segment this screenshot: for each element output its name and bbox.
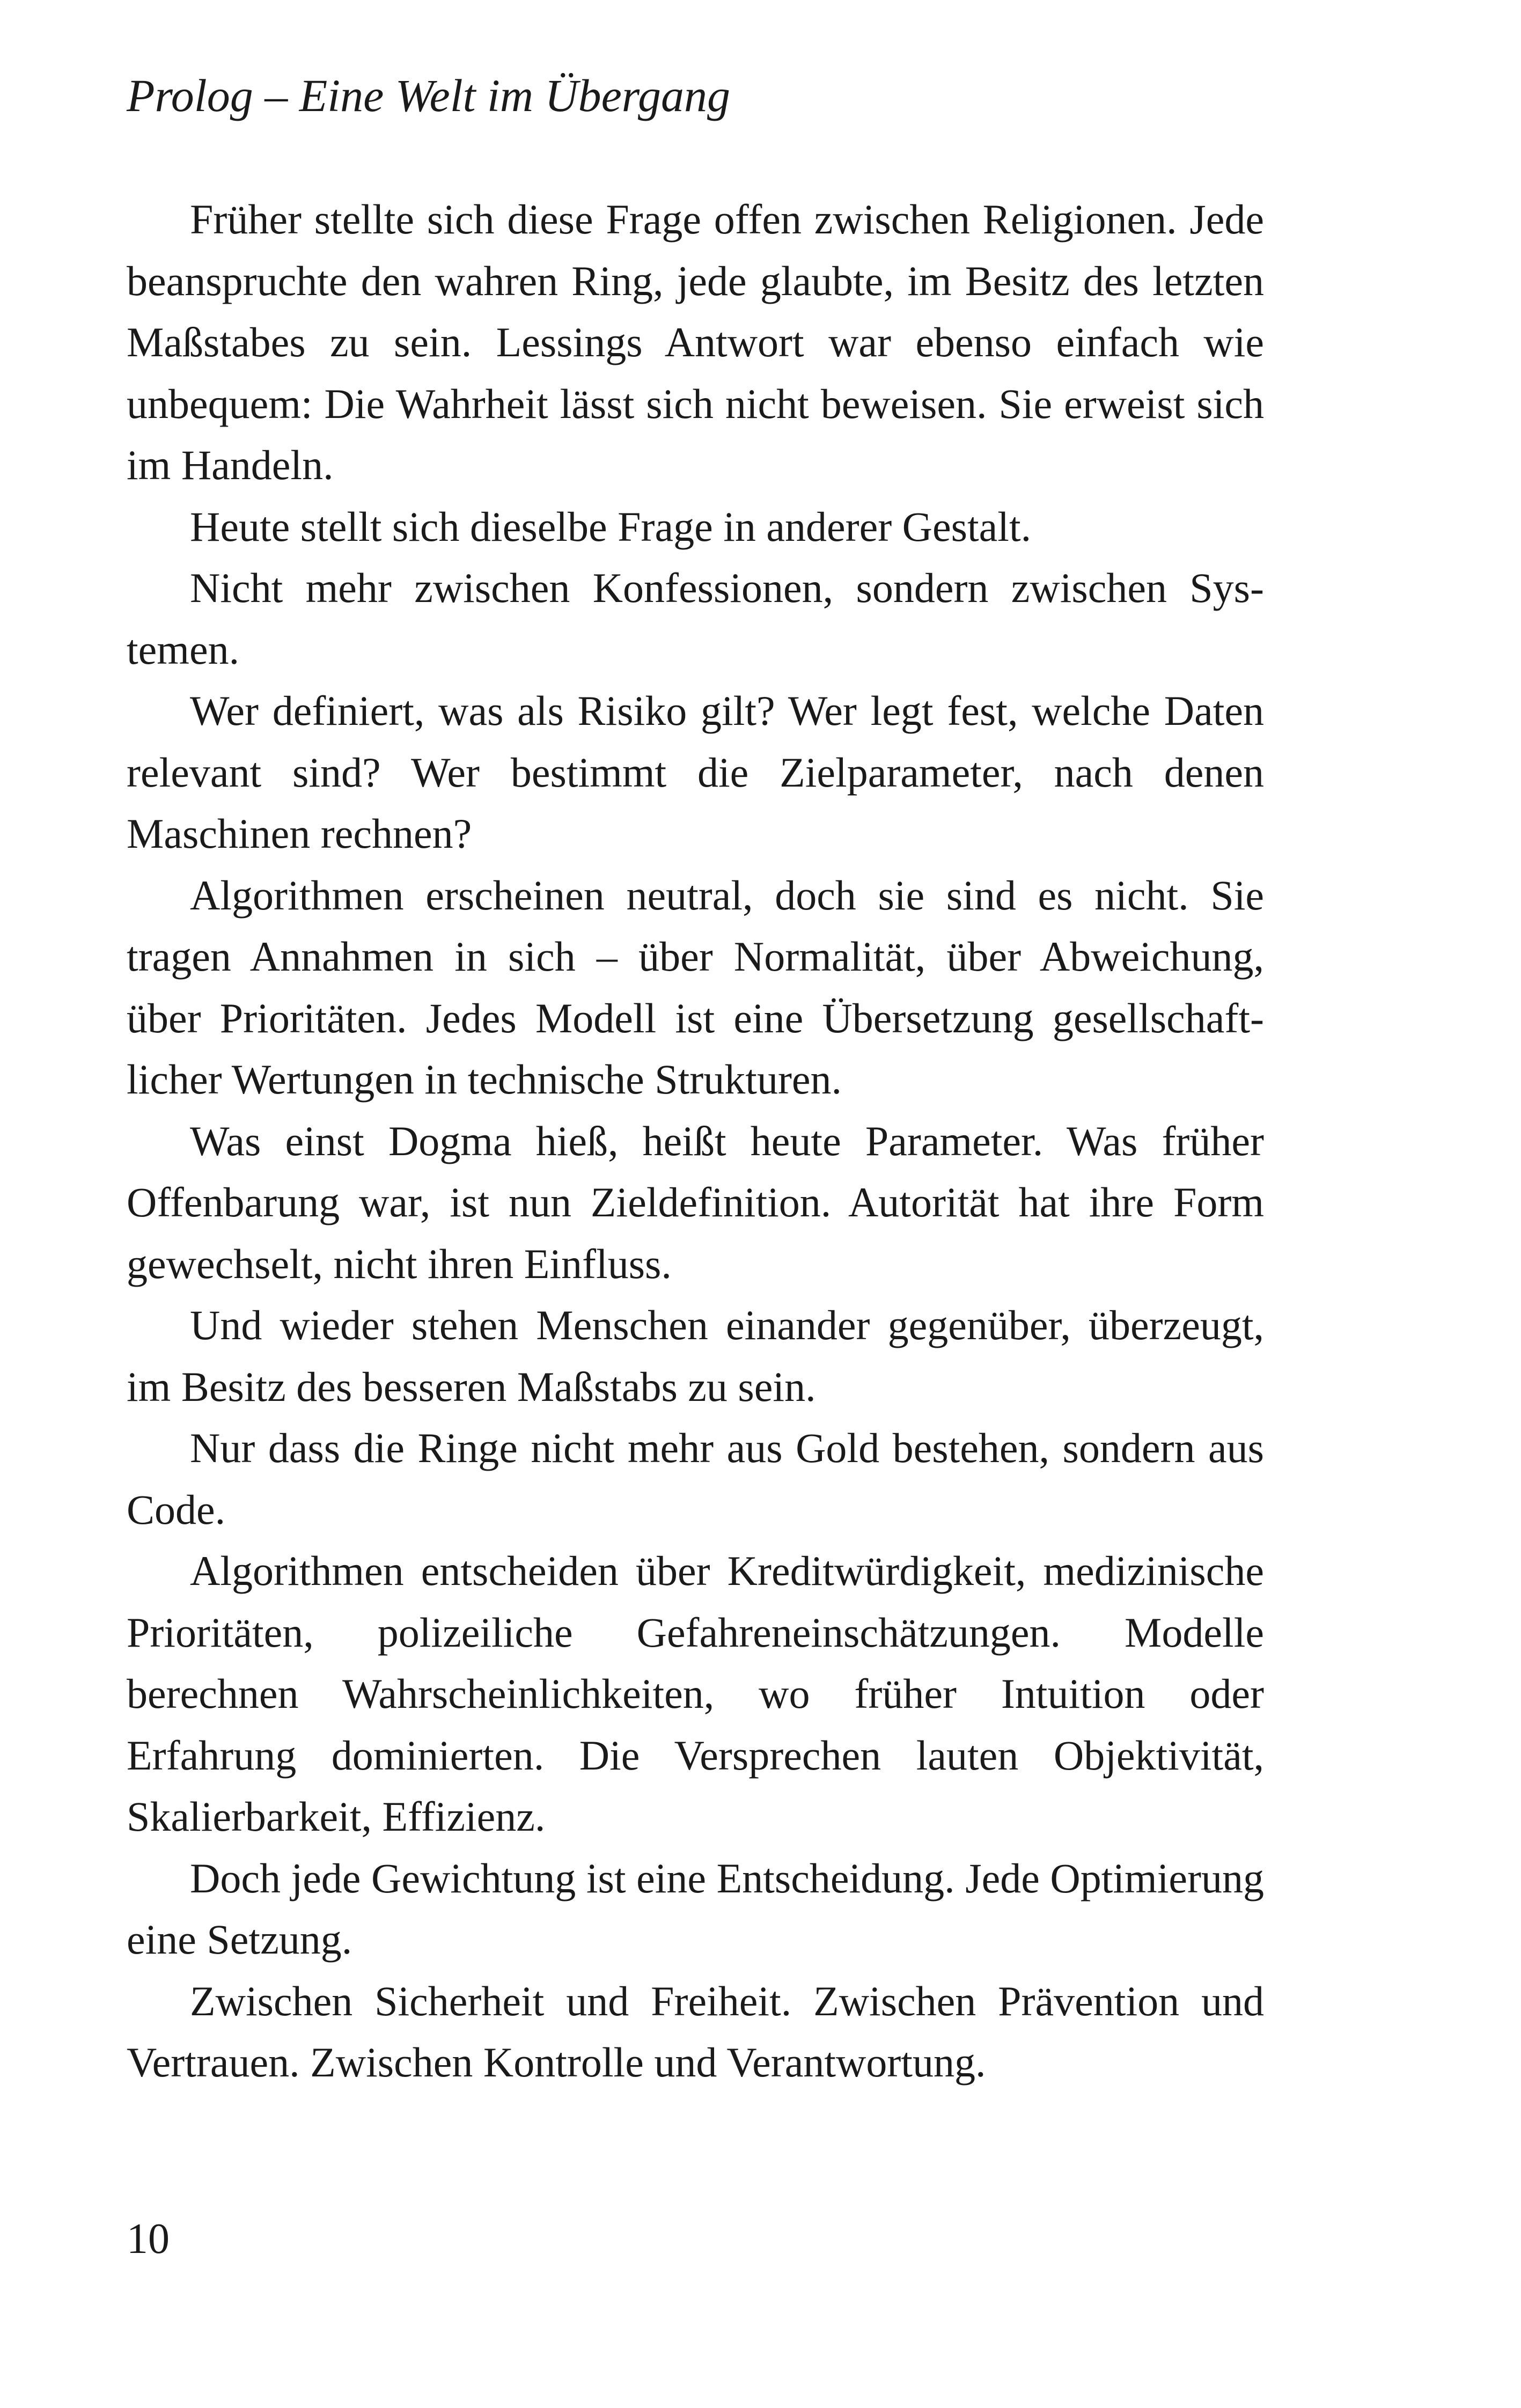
paragraph: Wer definiert, was als Risiko gilt? Wer legt fest, welche Daten relevant sind? Wer bestimmt die Zielparameter, nach denen Maschinen rechnen? [127, 687, 1264, 857]
paragraph: Nicht mehr zwischen Konfessionen, sondern zwischen Systemen. [127, 564, 1264, 673]
paragraph: Nur dass die Ringe nicht mehr aus Gold bestehen, sondern aus Code. [127, 1425, 1264, 1533]
paragraph: Doch jede Gewichtung ist eine Entscheidung. Jede Optimierung eine Setzung. [127, 1854, 1264, 1963]
page-number: 10 [127, 2215, 170, 2263]
running-head-title: Prolog – Eine Welt im Übergang [127, 70, 731, 121]
paragraph: Heute stellt sich dieselbe Frage in anderer Gestalt. [190, 503, 1032, 550]
paragraph: Früher stellte sich diese Frage offen zwischen Religionen. Jede beanspruchte den wahren Ring, jede glaubte, im Besitz des letzten Maßstabes zu sein. Lessings Antwort war ebenso einfach wie unbequem: Die Wahrheit lässt sich nicht beweisen. Sie erweist sich im Handeln. [127, 196, 1264, 488]
body-text [127, 189, 1264, 2094]
paragraph: Algorithmen erscheinen neutral, doch sie sind es nicht. Sie tragen Annahmen in sich – über Normalität, über Abweichung, über Prioritäten. Jedes Modell ist eine Übersetzung gesellschaftlicher Wertungen in technische Strukturen. [127, 871, 1264, 1103]
paragraph: Zwischen Sicherheit und Freiheit. Zwischen Prävention und Vertrauen. Zwischen Kontrolle und Verantwortung. [127, 1977, 1264, 2086]
paragraph: Was einst Dogma hieß, heißt heute Parameter. Was früher Offenbarung war, ist nun Zieldefinition. Autorität hat ihre Form gewechselt, nicht ihren Einfluss. [127, 1117, 1264, 1287]
paragraph: Und wieder stehen Menschen einander gegenüber, überzeugt, im Besitz des besseren Maßstabs zu sein. [127, 1302, 1264, 1410]
paragraph: Algorithmen entscheiden über Kreditwürdigkeit, medizinische Prioritäten, polizeiliche Gefahreneinschätzungen. Modelle berechnen Wahrscheinlichkeiten, wo früher Intuition oder Erfahrung dominierten. Die Versprechen lauten Objektivität, Skalierbarkeit, Effizienz. [127, 1547, 1264, 1840]
